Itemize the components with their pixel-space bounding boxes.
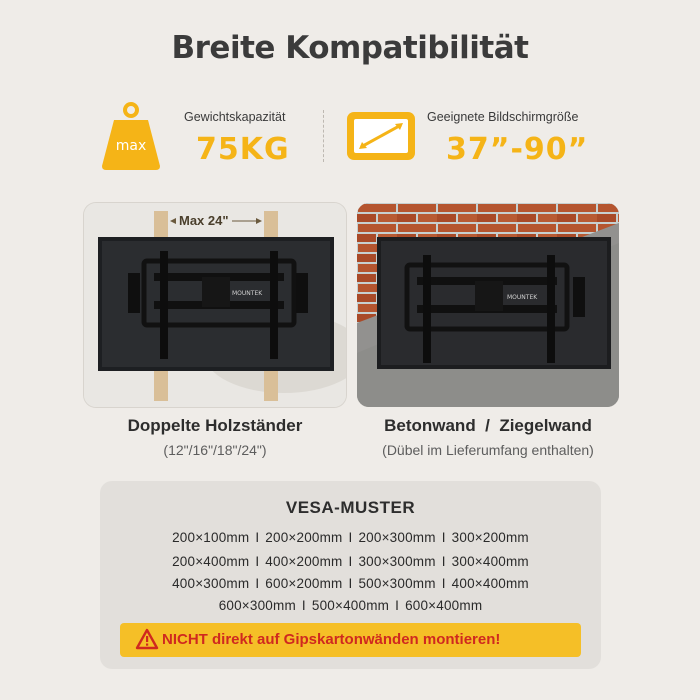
vesa-title: VESA-MUSTER	[285, 498, 416, 517]
vesa-separator: I	[255, 530, 260, 545]
vesa-separator: I	[441, 554, 446, 569]
page-title: Breite Kompatibilität	[171, 30, 529, 66]
weight-value: 75KG	[196, 132, 290, 167]
wood-stud-caption: Doppelte Holzständer	[127, 416, 303, 435]
vesa-separator: I	[348, 530, 353, 545]
vesa-row-2	[100, 554, 601, 569]
weight-spec	[100, 100, 300, 172]
vesa-item: 600×400mm	[405, 598, 483, 613]
wood-stud-photo	[84, 203, 346, 407]
warning-text: NICHT direkt auf Gipskartonwänden montieren!	[162, 631, 501, 648]
mount-brand-label-right: MOUNTEK	[507, 294, 538, 301]
vesa-item: 400×400mm	[451, 576, 529, 591]
brick-wall-illustration	[357, 203, 619, 407]
vesa-row-1	[100, 530, 601, 545]
weight-label: Gewichtskapazität	[184, 110, 286, 124]
wall-subcaption: (Dübel im Lieferumfang enthalten)	[382, 442, 594, 458]
vesa-item: 500×400mm	[311, 598, 390, 613]
vesa-separator: I	[348, 576, 353, 591]
warning-icon	[135, 628, 159, 650]
vesa-item: 600×200mm	[265, 576, 343, 591]
spec-divider	[323, 110, 324, 162]
wood-stud-subcaption: (12"/16"/18"/24")	[163, 442, 267, 458]
stud-spacing-label: Max 24"	[176, 213, 232, 228]
vesa-item: 200×300mm	[358, 530, 436, 545]
wood-stud-illustration	[84, 203, 346, 407]
vesa-row-4	[100, 598, 601, 613]
vesa-separator: I	[395, 598, 400, 613]
vesa-separator: I	[301, 598, 306, 613]
vesa-item: 500×300mm	[358, 576, 436, 591]
vesa-item: 300×200mm	[451, 530, 529, 545]
weight-icon	[100, 100, 162, 172]
vesa-item: 200×200mm	[265, 530, 343, 545]
vesa-item: 200×100mm	[172, 530, 250, 545]
vesa-separator: I	[441, 530, 446, 545]
vesa-separator: I	[255, 554, 260, 569]
vesa-item: 600×300mm	[218, 598, 296, 613]
vesa-item: 200×400mm	[172, 554, 250, 569]
weight-icon-text: max	[115, 138, 147, 154]
vesa-item: 300×300mm	[358, 554, 436, 569]
vesa-item: 400×300mm	[172, 576, 250, 591]
screen-size-label: Geeignete Bildschirmgröße	[427, 110, 579, 124]
screen-size-spec	[345, 100, 615, 172]
vesa-separator: I	[255, 576, 260, 591]
mount-brand-label: MOUNTEK	[232, 290, 263, 297]
wall-caption: Betonwand / Ziegelwand	[384, 416, 592, 435]
vesa-item: 300×400mm	[451, 554, 529, 569]
vesa-separator: I	[441, 576, 446, 591]
screen-size-value: 37”-90”	[446, 132, 589, 167]
vesa-item: 400×200mm	[265, 554, 343, 569]
vesa-separator: I	[348, 554, 353, 569]
diagonal-size-icon	[345, 110, 417, 166]
vesa-row-3	[100, 576, 601, 591]
warning-banner	[120, 623, 581, 657]
brick-wall-photo	[357, 203, 619, 407]
